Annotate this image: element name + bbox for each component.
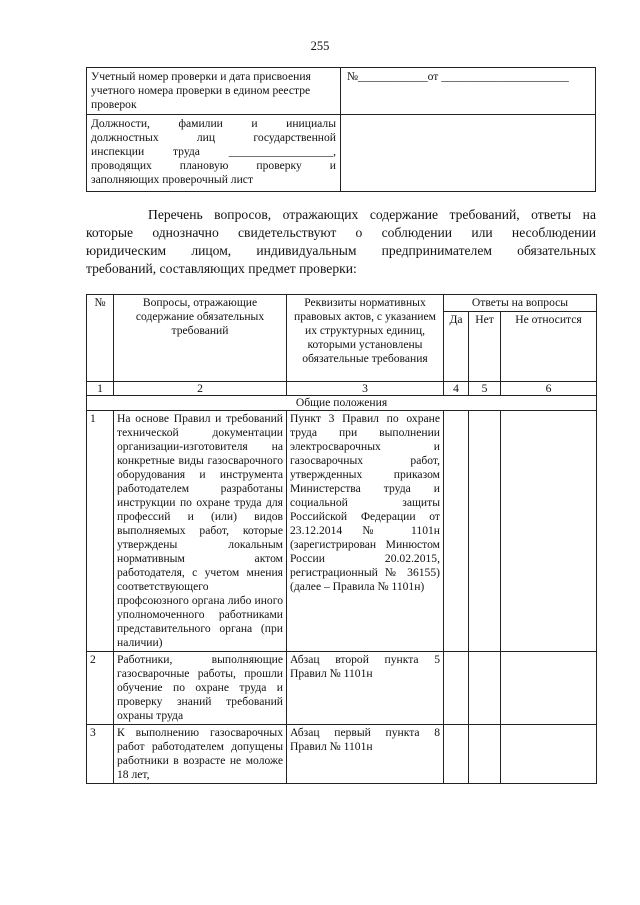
column-index-row [87,382,597,396]
row-number: 1 [87,411,114,652]
row-question: К выполнению газосварочных работ работодателем допущены работники в возрасте не моложе 18 лет, [114,725,287,784]
intro-line: которые однозначно свидетельствуют о соблюдении или несоблюдении [86,225,596,240]
header-num: № [87,295,114,382]
registry-number-label: Учетный номер проверки и дата присвоения учетного номера проверки в едином реестре проверок [87,68,341,115]
row-number: 2 [87,652,114,725]
inspectors-label-line: должностных лиц государственной [91,131,336,144]
inspectors-value [341,115,596,192]
answer-na-cell[interactable] [501,725,597,784]
column-index: 5 [469,382,501,396]
header-row [87,295,597,312]
inspectors-label-line: Должности, фамилии и инициалы [91,117,336,130]
checklist-table [86,294,597,784]
header-questions: Вопросы, отражающие содержание обязательных требований [114,295,287,382]
intro-line: требований, составляющих предмет проверки: [86,261,357,276]
table-row [87,725,597,784]
row-question: Работники, выполняющие газосварочные работы, прошли обучение по охране труда и проверку знаний требований охраны труда [114,652,287,725]
inspectors-label [87,115,341,192]
inspection-info-table [86,67,596,192]
header-no: Нет [469,312,501,382]
inspectors-label-line: проводящих плановую проверку и [91,159,336,172]
row-number: 3 [87,725,114,784]
section-row [87,396,597,411]
answer-na-cell[interactable] [501,411,597,652]
info-row-inspectors [87,115,596,192]
answer-no-cell[interactable] [469,725,501,784]
inspectors-label-line: инспекции труда __________________, [91,145,336,158]
column-index: 6 [501,382,597,396]
answer-no-cell[interactable] [469,652,501,725]
row-question: На основе Правил и требований технической документации организации-изготовителя на конкретные виды газосварочного оборудования и инструмента работодателем разработаны инструкции по охране труда для профессий и (или) видов выполняемых работ, которые утверждены локальным нормативным актом работодателя, с учетом мнения соответствующего профсоюзного органа либо иного уполномоченного работниками представительного органа (при наличии) [114,411,287,652]
answer-na-cell[interactable] [501,652,597,725]
intro-line: юридическим лицом, индивидуальным предпринимателем обязательных [86,243,596,258]
answer-yes-cell[interactable] [444,652,469,725]
answer-yes-cell[interactable] [444,725,469,784]
answer-no-cell[interactable] [469,411,501,652]
header-requisites: Реквизиты нормативных правовых актов, с указанием их структурных единиц, которыми установлены обязательные требования [287,295,444,382]
table-row [87,652,597,725]
column-index: 3 [287,382,444,396]
table-row [87,411,597,652]
row-requisite: Абзац второй пункта 5 Правил № 1101н [287,652,444,725]
column-index: 4 [444,382,469,396]
row-requisite: Пункт 3 Правил по охране труда при выполнении электросварочных и газосварочных работ, утвержденных приказом Министерства труда и социальной защиты Российской Федерации от 23.12.2014 № 1101н (зарегистрирован Минюстом России 20.02.2015, регистрационный № 36155) (далее – Правила № 1101н) [287,411,444,652]
row-requisite: Абзац первый пункта 8 Правил № 1101н [287,725,444,784]
inspectors-label-line: заполняющих проверочный лист [91,173,254,186]
answer-yes-cell[interactable] [444,411,469,652]
intro-line: Перечень вопросов, отражающих содержание требований, ответы на [148,207,596,222]
header-yes: Да [444,312,469,382]
column-index: 1 [87,382,114,396]
header-answers: Ответы на вопросы [444,295,597,312]
intro-paragraph [86,206,596,278]
column-index: 2 [114,382,287,396]
header-na: Не относится [501,312,597,382]
registry-number-value: №____________от ______________________ [341,68,596,115]
page-number: 255 [310,39,330,53]
section-title: Общие положения [87,396,597,411]
info-row-registry-number [87,68,596,115]
